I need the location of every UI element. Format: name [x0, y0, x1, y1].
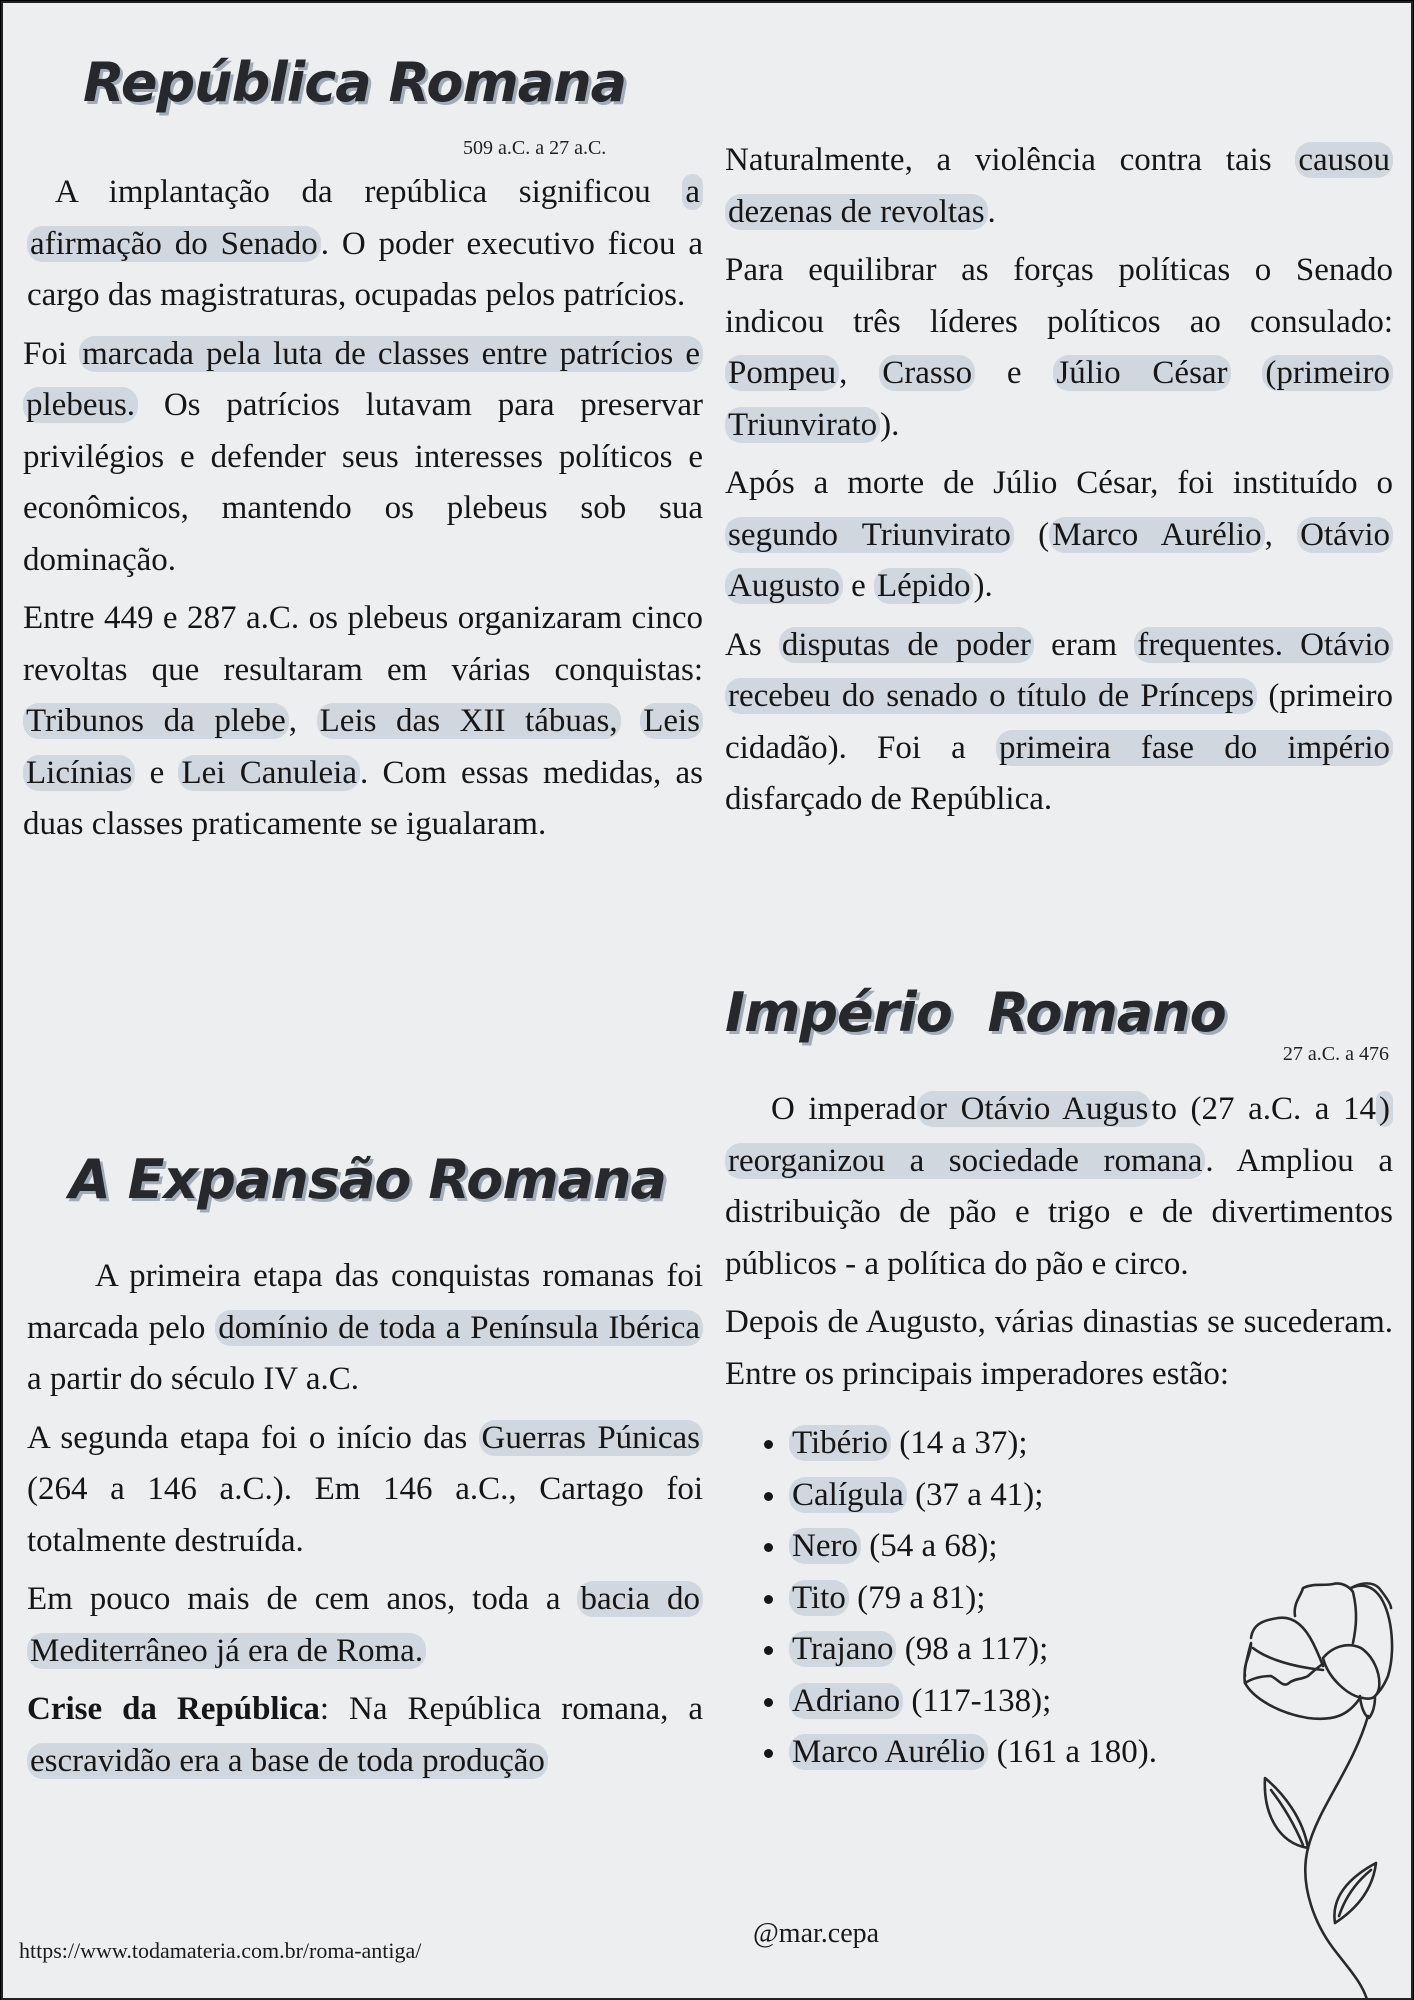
- text: e: [975, 355, 1054, 391]
- highlight: domínio de toda a Península Ibérica: [215, 1310, 703, 1346]
- emperor-years: (54 a 68);: [860, 1528, 998, 1564]
- expansao-title: A Expansão Romana: [69, 1148, 666, 1211]
- flower-petal-left: [1251, 1618, 1323, 1666]
- emperor-years: (37 a 41);: [906, 1476, 1044, 1513]
- flower-petal-right: [1351, 1586, 1392, 1696]
- text: [1231, 355, 1263, 391]
- expansao-paragraph-1: [27, 1251, 703, 1406]
- highlight: a afirmação do Senado: [27, 174, 703, 262]
- flower-stem: [1305, 1716, 1368, 2000]
- text: Os patrícios lutavam para preservar privilégios e defender seus interesses políticos e econômicos, mantendo os plebeus sob sua dominação.: [23, 387, 703, 578]
- source-url: https://www.todamateria.com.br/roma-antiga/: [19, 1938, 422, 1963]
- text: O imperad: [771, 1091, 917, 1127]
- expansao-section: [27, 1251, 703, 1794]
- text: A segunda etapa foi o início das: [27, 1419, 479, 1456]
- imperio-title: Império Romano: [725, 981, 1226, 1044]
- imperio-paragraph-1: [725, 1084, 1393, 1290]
- emperor-years: (98 a 117);: [896, 1631, 1049, 1667]
- text: ,: [1264, 516, 1298, 553]
- expansao-paragraph-4: [27, 1684, 703, 1787]
- highlight: Pompeu: [725, 355, 839, 391]
- text: Naturalmente, a violência contra tais: [725, 142, 1296, 178]
- republica-paragraph-2: [23, 329, 703, 587]
- emperor-name: Adriano: [789, 1683, 903, 1719]
- text: (primeiro cidadão). Foi a: [725, 678, 1393, 766]
- highlight: bacia do Mediterrâneo já era de Roma.: [27, 1581, 703, 1669]
- highlight: Leis Licínias: [23, 703, 703, 791]
- highlight: disputas de poder: [779, 627, 1034, 663]
- republica-title: República Romana: [83, 51, 627, 114]
- highlight: frequentes. Otávio recebeu do senado o título de Prínceps: [725, 627, 1393, 715]
- highlight: escravidão era a base de toda produção: [27, 1743, 548, 1779]
- text: Em pouco mais de cem anos, toda a: [27, 1581, 578, 1617]
- text: : Na República romana, a: [319, 1691, 703, 1727]
- text: .: [987, 193, 996, 230]
- highlight: causou dezenas de revoltas: [725, 142, 1393, 230]
- expansao-paragraph-2: [27, 1413, 703, 1568]
- imperio-paragraph-2: Depois de Augusto, várias dinastias se sucederam. Entre os principais imperadores estão:: [725, 1304, 1393, 1392]
- highlight: Otávio Augusto: [725, 517, 1393, 605]
- text: disfarçado de República.: [725, 781, 1053, 817]
- republica-paragraph-3: [23, 593, 703, 851]
- emperor-list-item: [789, 1470, 1393, 1522]
- crise-continuation-section: [725, 135, 1393, 833]
- author-handle: @mar.cepa: [753, 1918, 880, 1949]
- emperor-name: Tito: [789, 1580, 849, 1616]
- text: . O poder executivo ficou a cargo das magistraturas, ocupadas pelos patrícios.: [27, 225, 703, 313]
- text: a partir do século IV a.C.: [27, 1361, 360, 1397]
- emperor-years: (161 a 180).: [988, 1734, 1157, 1770]
- emperor-name: Marco Aurélio: [789, 1734, 988, 1770]
- highlight: primeira fase do império: [996, 730, 1393, 766]
- republica-section: [23, 167, 704, 858]
- crise-label: Crise da República: [27, 1691, 320, 1727]
- highlight: Marco Aurélio: [1049, 517, 1264, 553]
- text: (264 a 146 a.C.). Em 146 a.C., Cartago foi totalmente destruída.: [27, 1471, 703, 1559]
- text: A primeira etapa das conquistas romanas foi marcada pelo: [27, 1258, 703, 1346]
- highlight: Lépido: [874, 568, 973, 604]
- highlight: marcada pela luta de classes entre patrícios e plebeus.: [23, 336, 703, 424]
- text: Foi: [23, 335, 80, 372]
- text: e: [135, 754, 179, 791]
- text: Após a morte de Júlio César, foi instituído o: [725, 465, 1393, 501]
- imperio-period: 27 a.C. a 476: [1282, 1043, 1389, 1065]
- text: Entre 449 e 287 a.C. os plebeus organizaram cinco revoltas que resultaram em várias conquistas:: [23, 600, 703, 688]
- emperor-name: Tibério: [789, 1425, 891, 1461]
- text: ).: [973, 568, 993, 604]
- highlight: Leis das XII tábuas,: [317, 703, 621, 739]
- emperor-years: (79 a 81);: [848, 1579, 986, 1616]
- highlight: Tribunos da plebe: [23, 703, 289, 739]
- text: ).: [880, 406, 900, 443]
- text: e: [842, 568, 874, 604]
- text: . Com essas medidas, as duas classes praticamente se igualaram.: [23, 754, 704, 842]
- text: ,: [288, 703, 317, 739]
- flower-petal-front: [1323, 1645, 1379, 1698]
- text: A implantação da república significou: [55, 174, 683, 210]
- highlight: or Otávio Augus: [917, 1091, 1152, 1127]
- emperor-name: Nero: [789, 1528, 861, 1564]
- republica-period: 509 a.C. a 27 a.C.: [463, 137, 607, 159]
- crise-paragraph-4: [725, 620, 1393, 826]
- highlight: Guerras Púnicas: [479, 1420, 703, 1456]
- emperor-name: Trajano: [789, 1631, 896, 1667]
- republica-paragraph-1: [27, 167, 703, 322]
- crise-paragraph-1: [725, 135, 1393, 238]
- emperor-name: Calígula: [789, 1477, 907, 1513]
- text: (: [1013, 516, 1050, 553]
- text: to (27 a.C. a 14: [1151, 1091, 1376, 1127]
- text: [621, 703, 641, 739]
- flower-line-art-icon: [1223, 1558, 1413, 2000]
- text: As: [725, 626, 779, 663]
- emperor-list-item: [789, 1418, 1393, 1470]
- text: Para equilibrar as forças políticas o Senado indicou três líderes políticos ao consulado:: [725, 252, 1393, 340]
- text: eram: [1033, 626, 1135, 663]
- emperor-years: (117-138);: [903, 1682, 1052, 1719]
- expansao-paragraph-3: [27, 1574, 703, 1677]
- text: . Ampliou a distribuição de pão e trigo e de divertimentos públicos - a política do pão e circo.: [725, 1142, 1393, 1282]
- crise-paragraph-2: [725, 245, 1393, 451]
- highlight: Júlio César: [1053, 355, 1230, 391]
- emperor-years: (14 a 37);: [890, 1425, 1028, 1461]
- highlight: (primeiro Triunvirato: [725, 355, 1393, 443]
- highlight: ) reorganizou a sociedade romana: [725, 1091, 1393, 1179]
- crise-paragraph-3: [725, 458, 1393, 613]
- text: ,: [839, 355, 880, 391]
- highlight: Crasso: [879, 355, 975, 391]
- poster-page: [1, 1, 1413, 2000]
- flower-petal-top: [1295, 1583, 1356, 1643]
- highlight: Lei Canuleia: [178, 755, 360, 791]
- highlight: segundo Triunvirato: [725, 517, 1014, 553]
